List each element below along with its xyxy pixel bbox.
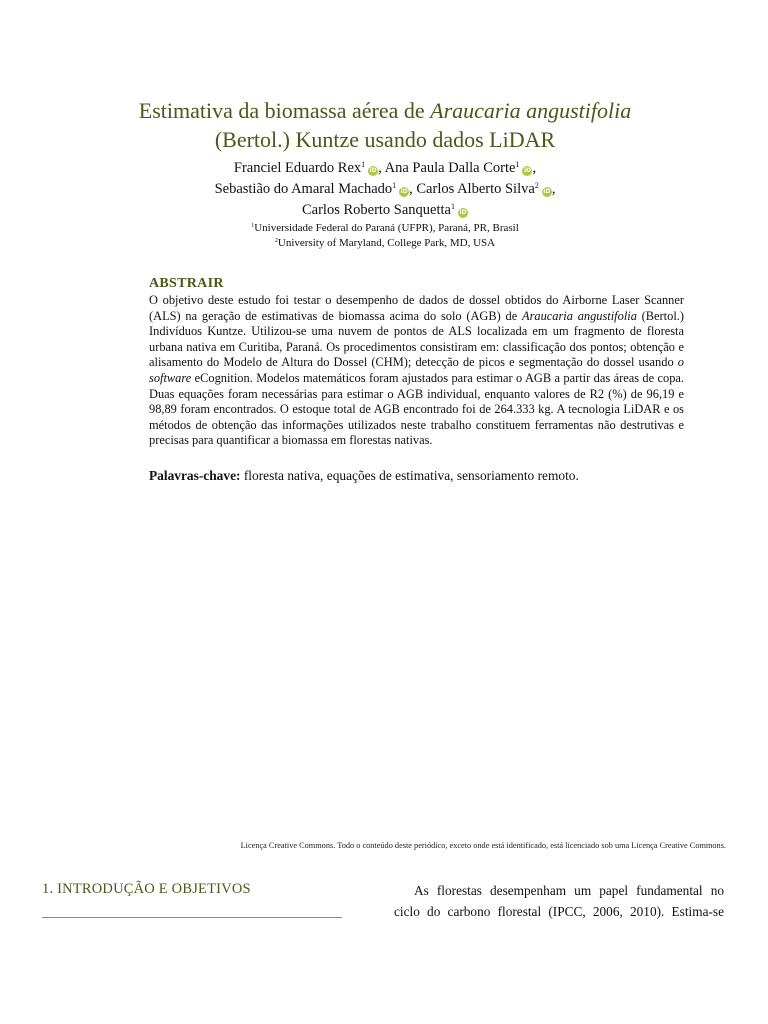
affiliation-item <box>60 236 710 251</box>
orcid-icon[interactable]: iD <box>459 209 467 216</box>
affiliation-item <box>60 221 710 236</box>
author-list <box>60 158 710 221</box>
author-name[interactable]: Sebastião do Amaral Machado <box>214 181 393 197</box>
affiliation-text: Universidade Federal do Paraná (UFPR), Paraná, PR, Brasil <box>254 222 519 234</box>
keywords-label: Palavras-chave: <box>149 468 241 483</box>
author-name[interactable]: Franciel Eduardo Rex <box>233 160 362 176</box>
title-line-1 <box>60 96 710 125</box>
introduction-line: As florestas desempenham um papel fundamental no <box>414 883 724 898</box>
author-affiliation-mark: 1 <box>361 160 366 169</box>
author-separator: , <box>551 181 556 197</box>
introduction-line: ciclo do carbono florestal (IPCC, 2006, 2010). Estima-se <box>394 903 724 919</box>
affiliation-text: University of Maryland, College Park, MD, USA <box>277 237 496 249</box>
affiliations <box>60 221 710 251</box>
keywords <box>149 467 689 485</box>
abstract-text: eCognition. Modelos matemáticos foram ajustados para estimar o AGB a partir das áreas de copa. Duas equações foram necessárias para estimar o AGB individual, enquanto valores de R2 (%) de 96,19 e 98,89 foram encontrados. O estoque total de AGB encontrado foi de 264.333 kg. A tecnologia LiDAR e os métodos de obtenção das informações utilizados neste trabalho constituem ferramentas não destrutivas e precisas para quantificar a biomassa em florestas nativas. <box>149 370 684 448</box>
license-note[interactable]: Licença Creative Commons. Todo o conteúdo deste periódico, exceto onde está identificado, está licenciado sob uma Licença Creative Commons. <box>240 841 726 850</box>
orcid-icon[interactable]: iD <box>523 167 531 174</box>
title-line-2: (Bertol.) Kuntze usando dados LiDAR <box>214 127 556 152</box>
author-name[interactable]: Carlos Alberto Silva <box>416 181 535 197</box>
orcid-icon[interactable]: iD <box>369 167 377 174</box>
paper-title <box>60 96 710 154</box>
author-separator: , <box>409 181 417 197</box>
orcid-icon[interactable]: iD <box>400 188 408 195</box>
author-line-2 <box>60 179 710 200</box>
orcid-icon[interactable]: iD <box>543 188 551 195</box>
abstract-heading: ABSTRAIR <box>149 276 224 291</box>
abstract-species: Araucaria angustifolia <box>522 308 637 323</box>
abstract-body <box>149 293 684 449</box>
keywords-text: floresta nativa, equações de estimativa, sensoriamento remoto. <box>240 468 579 483</box>
introduction-text <box>394 881 724 922</box>
author-separator: , <box>378 160 385 176</box>
abstract-software: o software <box>149 355 684 385</box>
title-species: Araucaria angustifolia <box>430 98 632 123</box>
section-divider <box>42 917 342 918</box>
affiliation-number: 1 <box>251 223 255 229</box>
author-line-1 <box>60 158 710 179</box>
author-affiliation-mark: 1 <box>515 160 520 169</box>
author-name[interactable]: Ana Paula Dalla Corte <box>384 160 516 176</box>
author-affiliation-mark: 1 <box>451 202 455 211</box>
author-affiliation-mark: 2 <box>534 181 539 190</box>
title-prefix: Estimativa da biomassa aérea de <box>138 98 431 123</box>
author-line-3 <box>60 200 710 221</box>
section-heading-introduction: 1. INTRODUÇÃO E OBJETIVOS <box>42 881 251 897</box>
abstract-text: O objetivo deste estudo foi testar o desempenho de dados de dossel obtidos do Airborne Laser Scanner (ALS) na geração de estimativas de biomassa acima do solo (AGB) de <box>149 293 684 323</box>
author-affiliation-mark: 1 <box>392 181 397 190</box>
affiliation-number: 2 <box>274 238 278 244</box>
author-separator: , <box>532 160 537 176</box>
author-name[interactable]: Carlos Roberto Sanquetta <box>301 202 451 218</box>
abstract-text: (Bertol.) Indivíduos Kuntze. Utilizou-se uma nuvem de pontos de ALS localizada em um fragmento de floresta urbana nativa em Curitiba, Paraná. Os procedimentos consistiram em: classificação dos pontos; obtenção e alisamento do Modelo de Altura do Dossel (CHM); detecção de picos e segmentação do dossel usando <box>149 308 684 370</box>
